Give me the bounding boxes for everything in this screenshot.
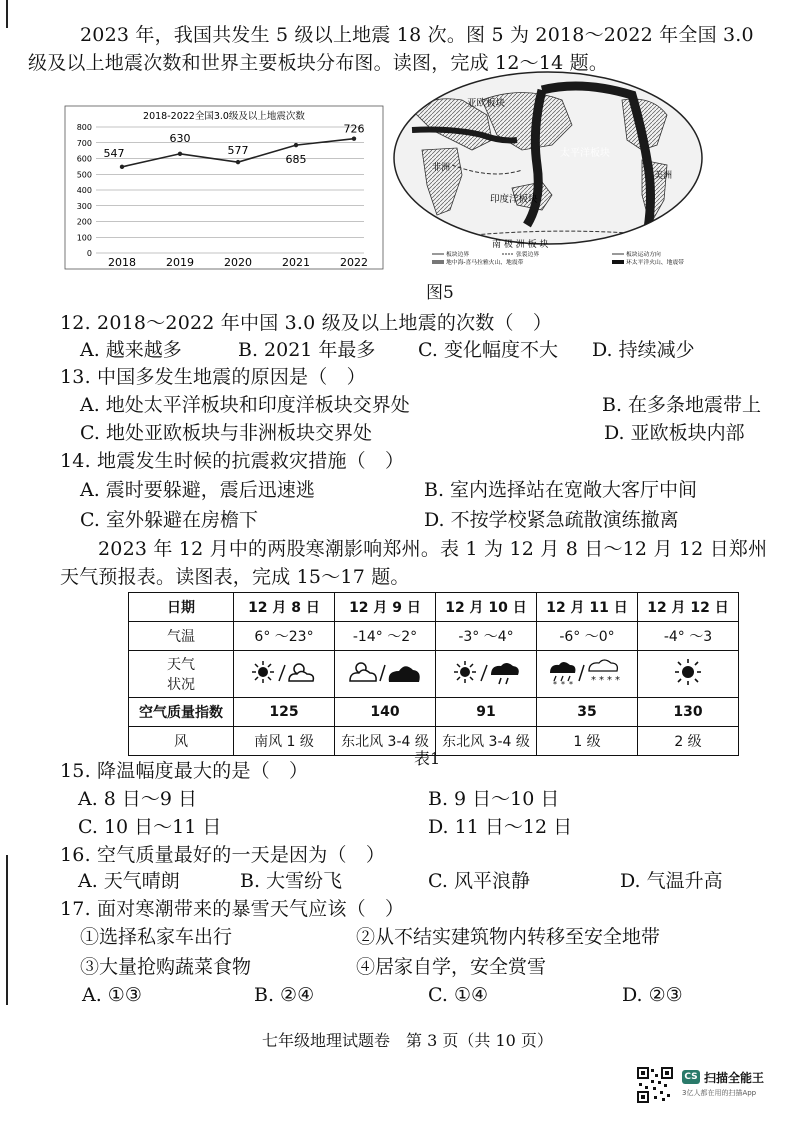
q15-option-c[interactable]: C. 10 日～11 日 — [78, 816, 222, 838]
sun-icon — [673, 657, 703, 687]
row-header-date: 日期 — [129, 593, 234, 622]
date-cell: 12 月 10 日 — [436, 593, 537, 622]
y-tick-label: 300 — [76, 201, 92, 211]
q12-option-a[interactable]: A. 越来越多 — [80, 339, 182, 361]
q17-statement-1: ①选择私家车出行 — [80, 926, 233, 948]
table-row-temps — [129, 622, 739, 651]
svg-text:*: * — [569, 680, 573, 687]
data-label: 685 — [285, 153, 307, 167]
weather-icon-cell — [436, 651, 537, 698]
data-point — [178, 152, 182, 156]
scanner-app-name: 扫描全能王 — [704, 1071, 765, 1085]
row-header-wind: 风 — [129, 727, 234, 756]
earthquake-count-chart — [64, 105, 384, 270]
q16-option-c[interactable]: C. 风平浪静 — [428, 870, 530, 892]
wind-cell: 1 级 — [537, 727, 638, 756]
aqi-cell: 140 — [335, 698, 436, 727]
data-label: 547 — [103, 146, 125, 160]
q17-stem: 17. 面对寒潮带来的暴雪天气应该（ ） — [60, 898, 405, 920]
q13-option-a[interactable]: A. 地处太平洋板块和印度洋板块交界处 — [80, 394, 410, 416]
x-tick-label: 2020 — [224, 256, 252, 269]
sun-to-light-rain-icon — [451, 657, 521, 687]
figure5-caption: 图5 — [426, 283, 454, 303]
map-label-america: 美洲 — [654, 171, 673, 181]
y-tick-label: 200 — [76, 217, 92, 227]
data-point — [294, 143, 298, 147]
map-label-indian: 印度洋板块 — [490, 194, 538, 205]
data-point — [352, 136, 356, 140]
data-point — [236, 160, 240, 164]
scanner-watermark — [636, 1066, 786, 1110]
q17-option-d[interactable]: D. ②③ — [622, 984, 683, 1006]
table-row-weather — [129, 651, 739, 698]
q17-option-b[interactable]: B. ②④ — [254, 984, 315, 1006]
data-label: 630 — [169, 131, 191, 145]
data-point — [120, 165, 124, 169]
map-legend — [432, 250, 684, 266]
aqi-cell: 130 — [638, 698, 739, 727]
svg-text:*: * — [591, 675, 596, 686]
legend-divergent: 张裂边界 — [516, 252, 540, 258]
q16-option-d[interactable]: D. 气温升高 — [620, 870, 723, 892]
map-label-eurasia: 亚欧板块 — [467, 98, 506, 109]
world-plates-map — [392, 70, 704, 270]
q14-option-b[interactable]: B. 室内选择站在宽敞大客厅中间 — [424, 479, 698, 501]
y-tick-label: 600 — [76, 154, 92, 164]
table1-caption: 表1 — [414, 749, 441, 768]
q15-option-d[interactable]: D. 11 日～12 日 — [428, 816, 573, 838]
temp-cell: 6° ～23° — [234, 622, 335, 651]
intro2-line-1: 2023 年 12 月中的两股寒潮影响郑州。表 1 为 12 月 8 日～12 月 12 日郑州 — [98, 538, 768, 560]
temp-cell: -3° ～4° — [436, 622, 537, 651]
q12-option-d[interactable]: D. 持续减少 — [592, 339, 695, 361]
temp-cell: -6° ～0° — [537, 622, 638, 651]
row-header-temp: 气温 — [129, 622, 234, 651]
partly-cloudy-to-overcast-icon — [347, 657, 423, 687]
legend-belt2: 环太平洋火山、地震带 — [626, 260, 684, 266]
q14-option-d[interactable]: D. 不按学校紧急疏散演练撤离 — [424, 509, 679, 531]
aqi-cell: 125 — [234, 698, 335, 727]
row-header-aqi: 空气质量指数 — [129, 698, 234, 727]
q16-option-a[interactable]: A. 天气晴朗 — [78, 870, 180, 892]
wind-cell: 东北风 3-4 级 — [335, 727, 436, 756]
q14-stem: 14. 地震发生时候的抗震救灾措施（ ） — [60, 450, 405, 472]
x-tick-label: 2019 — [166, 256, 194, 269]
svg-text:*: * — [615, 675, 620, 686]
q16-stem: 16. 空气质量最好的一天是因为（ ） — [60, 844, 386, 866]
weather-icon-cell — [537, 651, 638, 698]
x-tick-label: 2018 — [108, 256, 136, 269]
temp-cell: -14° ～2° — [335, 622, 436, 651]
legend-boundary: 板块边界 — [446, 252, 470, 258]
q12-option-c[interactable]: C. 变化幅度不大 — [418, 339, 558, 361]
intro2-line-2: 天气预报表。读图表，完成 15～17 题。 — [60, 566, 410, 588]
q17-option-c[interactable]: C. ①④ — [428, 984, 489, 1006]
q17-statement-2: ②从不结实建筑物内转移至安全地带 — [356, 926, 661, 948]
y-tick-label: 800 — [76, 123, 92, 132]
page-border-top — [6, 0, 8, 28]
q17-option-a[interactable]: A. ①③ — [82, 984, 142, 1006]
page-footer: 七年级地理试题卷 第 3 页（共 10 页） — [262, 1031, 553, 1050]
x-tick-label: 2022 — [340, 256, 368, 269]
q12-option-b[interactable]: B. 2021 年最多 — [238, 339, 376, 361]
q13-option-b[interactable]: B. 在多条地震带上 — [602, 394, 762, 416]
qr-code-icon — [636, 1066, 674, 1104]
q15-stem: 15. 降温幅度最大的是（ ） — [60, 760, 309, 782]
y-tick-label: 400 — [76, 186, 92, 195]
row-header-weather — [129, 651, 234, 698]
date-cell: 12 月 8 日 — [234, 593, 335, 622]
weather-icon-cell — [638, 651, 739, 698]
q13-option-c[interactable]: C. 地处亚欧板块与非洲板块交界处 — [80, 422, 372, 444]
svg-text:*: * — [561, 680, 565, 687]
row-header-weather-b: 状况 — [167, 677, 195, 693]
map-label-pacific: 太平洋板块 — [560, 148, 610, 159]
map-label-africa: 非洲 — [432, 163, 451, 173]
weather-icon-cell — [335, 651, 436, 698]
y-tick-label: 500 — [76, 170, 92, 180]
aqi-cell: 91 — [436, 698, 537, 727]
chart-title: 2018-2022全国3.0级及以上地震次数 — [143, 111, 305, 122]
cs-logo-badge: CS — [682, 1070, 700, 1084]
date-cell: 12 月 12 日 — [638, 593, 739, 622]
wind-cell: 东北风 3-4 级 — [436, 727, 537, 756]
q12-stem: 12. 2018～2022 年中国 3.0 级及以上地震的次数（ ） — [60, 312, 553, 334]
svg-text:*: * — [607, 675, 612, 686]
q15-option-a[interactable]: A. 8 日～9 日 — [78, 788, 198, 810]
y-tick-label: 700 — [76, 138, 92, 148]
q14-option-a[interactable]: A. 震时要躲避，震后迅速逃 — [80, 479, 315, 501]
intro-line-1: 2023 年，我国共发生 5 级以上地震 18 次。图 5 为 2018～2022 年全国 3.0 — [80, 24, 754, 46]
q14-option-c[interactable]: C. 室外躲避在房檐下 — [80, 509, 258, 531]
x-tick-label: 2021 — [282, 256, 310, 269]
temp-cell: -4° ～3 — [638, 622, 739, 651]
q15-option-b[interactable]: B. 9 日～10 日 — [428, 788, 560, 810]
rain-snow-to-heavy-snow-icon — [547, 657, 627, 687]
aqi-cell: 35 — [537, 698, 638, 727]
sun-to-partly-cloudy-icon — [249, 657, 319, 687]
legend-convergent: 板块运动方向 — [626, 252, 661, 258]
y-tick-label: 0 — [86, 249, 92, 258]
data-label: 726 — [343, 122, 365, 136]
q13-stem: 13. 中国多发生地震的原因是（ ） — [60, 366, 366, 388]
data-label: 577 — [227, 144, 249, 158]
weather-forecast-table — [128, 592, 739, 756]
y-tick-label: 100 — [76, 233, 92, 243]
scanner-tagline: 3亿人都在用的扫描App — [682, 1089, 757, 1097]
table-row-dates — [129, 593, 739, 622]
q13-option-d[interactable]: D. 亚欧板块内部 — [604, 422, 745, 444]
intro-line-2: 级及以上地震次数和世界主要板块分布图。读图，完成 12～14 题。 — [28, 52, 609, 74]
wind-cell: 南风 1 级 — [234, 727, 335, 756]
row-header-weather-a: 天气 — [167, 657, 195, 673]
date-cell: 12 月 9 日 — [335, 593, 436, 622]
q17-statement-4: ④居家自学，安全赏雪 — [356, 956, 547, 978]
q17-statement-3: ③大量抢购蔬菜食物 — [80, 956, 252, 978]
svg-text:*: * — [553, 680, 557, 687]
legend-belt1: 地中海-喜马拉雅火山、地震带 — [446, 260, 524, 266]
map-label-antarctic: 南 极 洲 板 块 — [492, 240, 549, 250]
page-border-left — [6, 855, 8, 1005]
q16-option-b[interactable]: B. 大雪纷飞 — [240, 870, 343, 892]
table-row-aqi — [129, 698, 739, 727]
date-cell: 12 月 11 日 — [537, 593, 638, 622]
weather-icon-cell — [234, 651, 335, 698]
wind-cell: 2 级 — [638, 727, 739, 756]
svg-text:*: * — [599, 675, 604, 686]
